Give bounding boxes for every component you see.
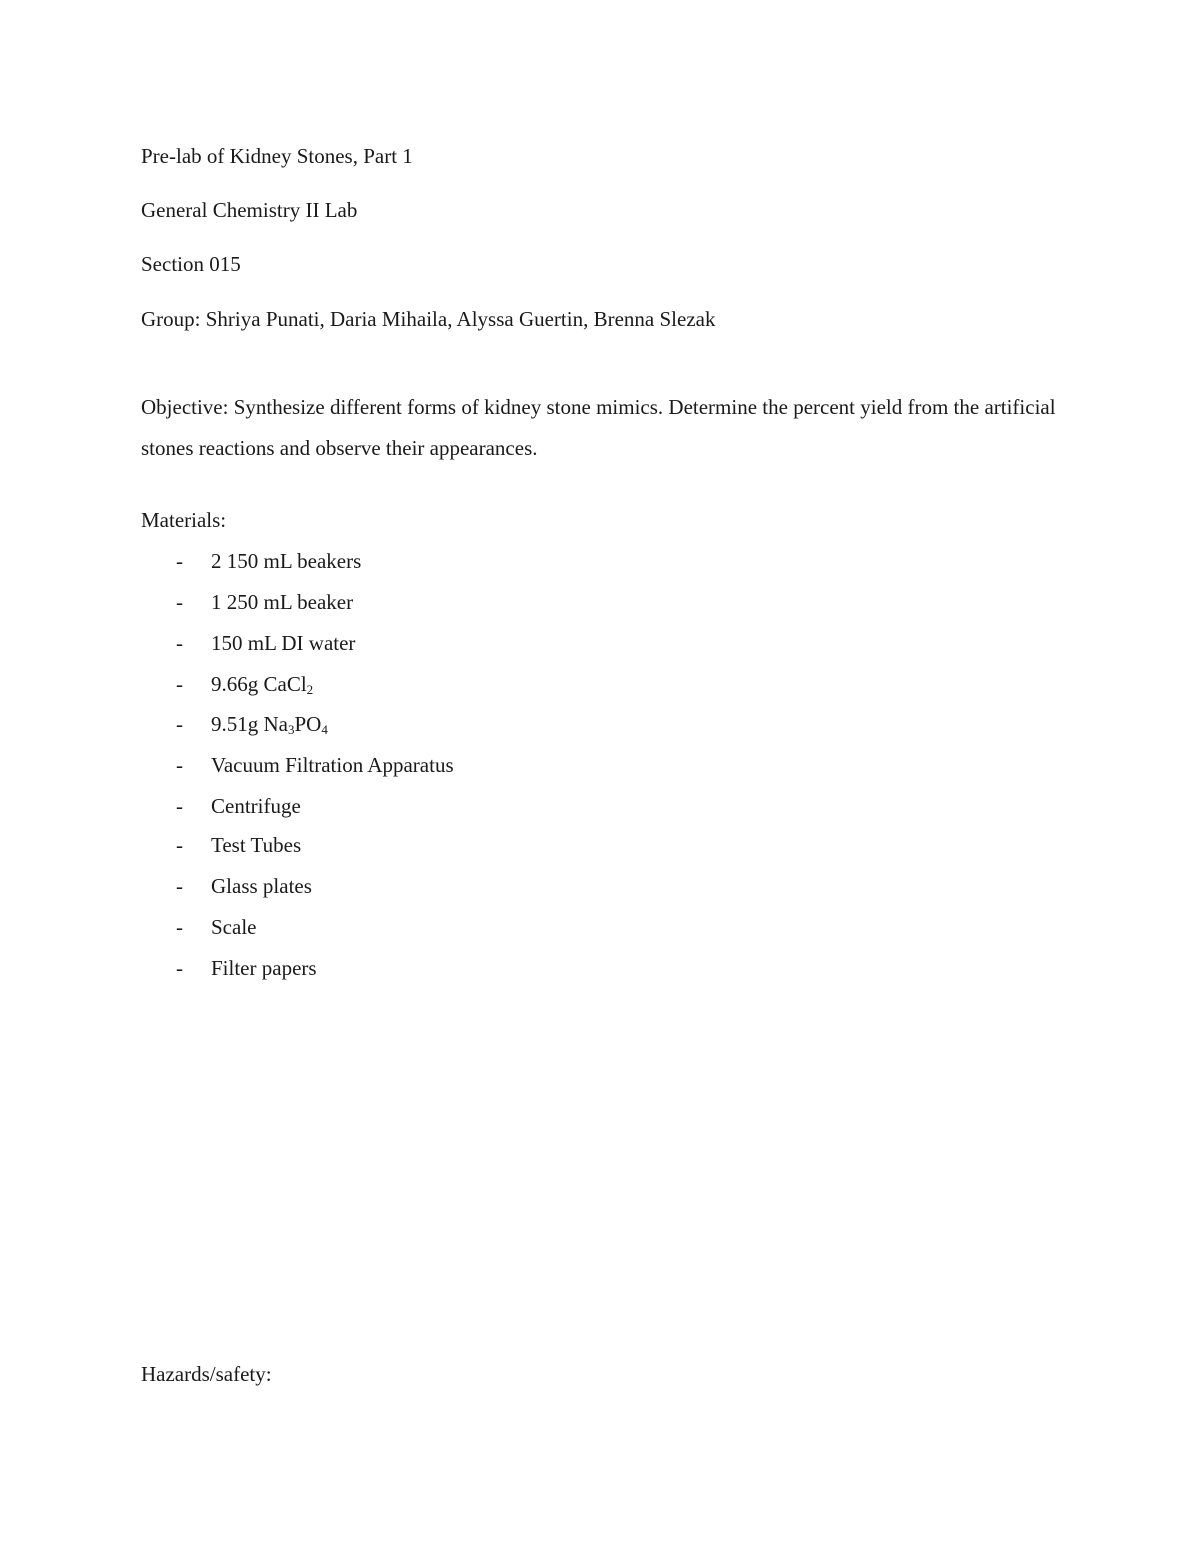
material-text: Test Tubes bbox=[211, 833, 302, 857]
subscript: 2 bbox=[306, 682, 314, 697]
bullet-dash: - bbox=[176, 753, 183, 777]
material-text: Filter papers bbox=[211, 956, 317, 980]
course-name: General Chemistry II Lab bbox=[141, 198, 358, 222]
bullet-dash: - bbox=[176, 874, 183, 898]
formula-na: 9.51g Na bbox=[211, 712, 288, 736]
materials-heading: Materials: bbox=[141, 508, 227, 532]
bullet-dash: - bbox=[176, 549, 183, 573]
material-text: 150 mL DI water bbox=[211, 631, 356, 655]
material-text: Centrifuge bbox=[211, 794, 301, 818]
bullet-dash: - bbox=[176, 672, 183, 696]
formula-cacl: 9.66g CaCl bbox=[211, 672, 307, 696]
bullet-dash: - bbox=[176, 956, 183, 980]
section-number: Section 015 bbox=[141, 252, 241, 276]
objective-paragraph: Objective: Synthesize different forms of kidney stone mimics. Determine the percent yield from the artificial stones reactions and observe their appearances. bbox=[141, 395, 1056, 460]
bullet-dash: - bbox=[176, 915, 183, 939]
hazards-heading: Hazards/safety: bbox=[141, 1362, 272, 1386]
material-text: 1 250 mL beaker bbox=[211, 590, 354, 614]
bullet-dash: - bbox=[176, 712, 183, 736]
bullet-dash: - bbox=[176, 590, 183, 614]
formula-po: PO bbox=[294, 712, 322, 736]
material-text bbox=[211, 714, 328, 735]
material-text: Glass plates bbox=[211, 874, 312, 898]
subscript: 3 bbox=[288, 722, 295, 737]
material-text: 2 150 mL beakers bbox=[211, 549, 362, 573]
subscript: 4 bbox=[321, 722, 328, 737]
bullet-dash: - bbox=[176, 794, 183, 818]
material-text: Vacuum Filtration Apparatus bbox=[211, 753, 454, 777]
group-members: Group: Shriya Punati, Daria Mihaila, Alyssa Guertin, Brenna Slezak bbox=[141, 307, 716, 331]
document-title: Pre-lab of Kidney Stones, Part 1 bbox=[141, 144, 413, 168]
material-text: Scale bbox=[211, 915, 257, 939]
bullet-dash: - bbox=[176, 631, 183, 655]
material-text bbox=[211, 674, 313, 695]
bullet-dash: - bbox=[176, 833, 183, 857]
